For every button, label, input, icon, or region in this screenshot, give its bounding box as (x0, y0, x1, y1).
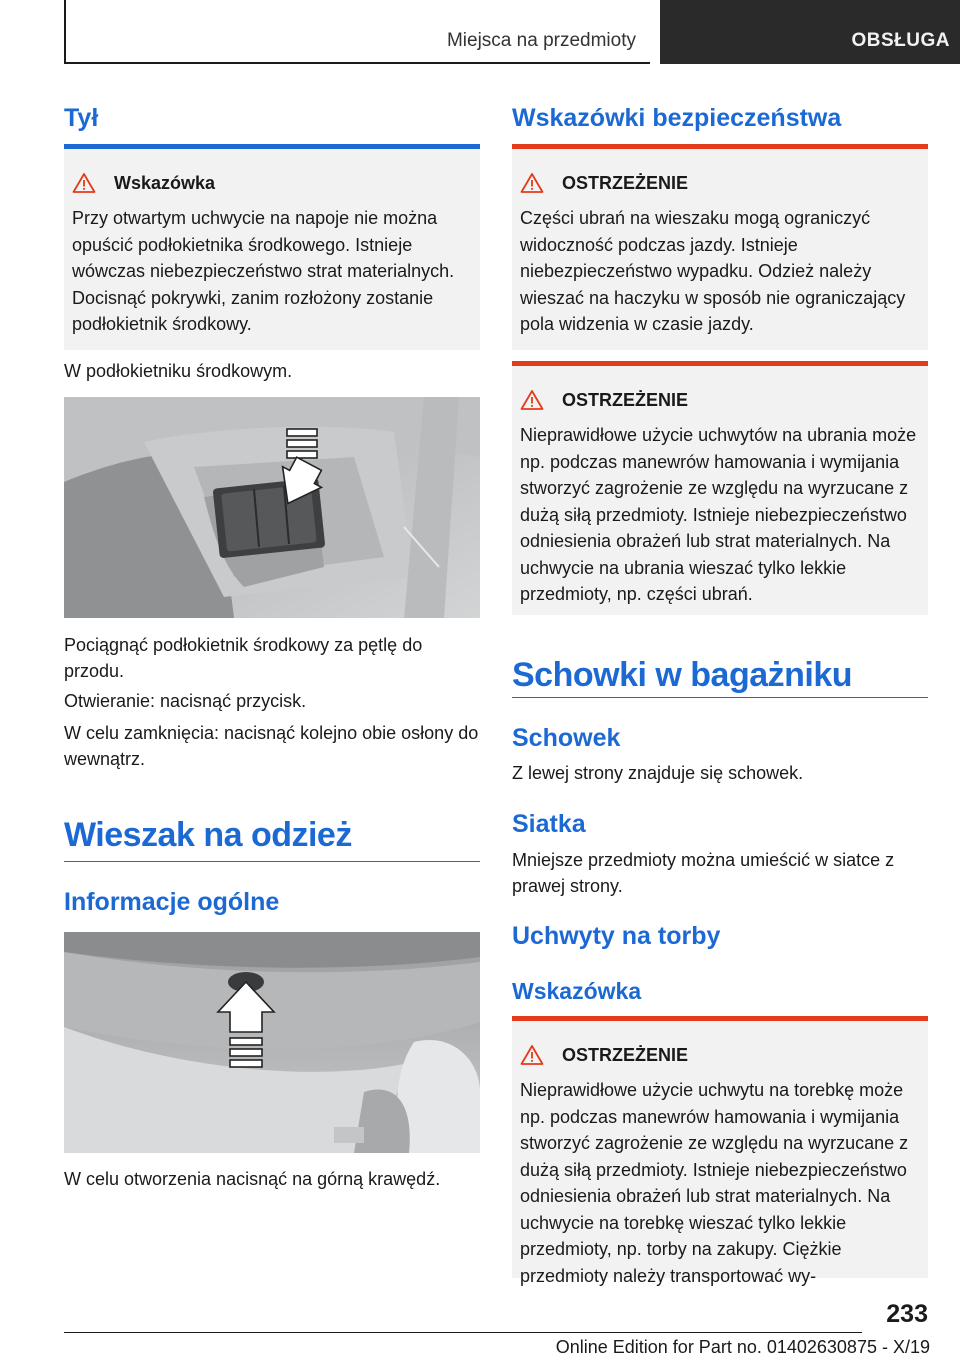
warning-box-1 (512, 144, 928, 350)
section-rule (64, 861, 480, 862)
header-section-title: Miejsca na przedmioty (446, 30, 636, 51)
paragraph-close: W celu zamknięcia: nacisnąć kolejno obie osłony do wewnątrz. (64, 723, 479, 769)
warning-title: OSTRZEŻENIE (562, 1044, 689, 1065)
subsection-title-siatka: Siatka (512, 810, 586, 838)
warning-body: Nieprawidłowe użycie uchwytu na torebkę może np. podczas manewrów hamowania i wymijania stworzyć zagrożenie ze względu na wyrzucane z dużą siłą przedmioty. Istnieje niebezpieczeństwo odniesienia obrażeń lub strat materialnych. Na uchwycie na torebkę wieszać tylko lekkie przedmioty, np. torby na zakupy. Ciężkie przedmioty należy transportować wy- (520, 1080, 909, 1286)
section-title-safety: Wskazówki bezpieczeństwa (512, 104, 842, 132)
paragraph-armrest: W podłokietniku środkowym. (64, 361, 293, 381)
note-title: Wskazówka (114, 172, 216, 193)
section-title-tyl: Tył (64, 104, 99, 132)
coat-hook-image (64, 932, 480, 1153)
subsubsection-title-note: Wskazówka (512, 978, 642, 1004)
paragraph-open-hook: W celu otworzenia nacisnąć na górną krawędź. (64, 1169, 441, 1189)
subsection-title-bag-hooks: Uchwyty na torby (512, 922, 721, 950)
subsection-title-schowek: Schowek (512, 724, 621, 752)
note-body: Przy otwartym uchwycie na napoje nie można opuścić podłokietnika środkowego. Istnieje wówczas niebezpieczeństwo strat materialnych. Docisnąć pokrywki, zanim rozłożony zostanie podłokietnik środkowy. (72, 208, 455, 334)
header-chapter-tab[interactable] (660, 0, 960, 64)
paragraph-schowek: Z lewej strony znajduje się schowek. (512, 763, 804, 783)
warning-triangle-icon (72, 172, 96, 194)
section-rule (512, 697, 928, 698)
warning-box-3 (512, 1016, 928, 1286)
subsection-title-general: Informacje ogólne (64, 888, 280, 916)
header-left-rule (64, 0, 66, 64)
warning-triangle-icon (520, 389, 544, 411)
warning-body: Nieprawidłowe użycie uchwytów na ubrania może np. podczas manewrów hamowania i wymijania stworzyć zagrożenie ze względu na wyrzucane z dużą siłą przedmioty. Istnieje niebezpieczeństwo odniesienia obrażeń lub strat materialnych. Na uchwycie na ubrania wieszać tylko lekkie przedmioty, np. części ubrań. (520, 425, 917, 604)
warning-body: Części ubrań na wieszaku mogą ograniczyć widoczność podczas jazdy. Istnieje niebezpieczeństwo wypadku. Odzież należy wieszać na haczyku w sposób nie ograniczający pola widzenia w czasie jazdy. (520, 208, 906, 334)
warning-title: OSTRZEŻENIE (562, 172, 689, 193)
footer-edition: Online Edition for Part no. 01402630875 - X/19 (555, 1337, 930, 1357)
paragraph-siatka: Mniejsze przedmioty można umieścić w siatce z prawej strony. (512, 850, 895, 896)
warning-title: OSTRZEŻENIE (562, 389, 689, 410)
page-number: 233 (886, 1300, 928, 1328)
note-box (64, 144, 480, 350)
header-bottom-rule (64, 62, 650, 64)
paragraph-pull-armrest: Pociągnąć podłokietnik środkowy za pętlę do przodu. (64, 635, 423, 681)
section-title-trunk-storage: Schowki w bagażniku (512, 656, 853, 694)
footer-rule (64, 1332, 862, 1333)
paragraph-open: Otwieranie: nacisnąć przycisk. (64, 691, 307, 711)
warning-box-2 (512, 361, 928, 615)
warning-triangle-icon (520, 1044, 544, 1066)
header-chapter-label: OBSŁUGA (851, 30, 950, 51)
armrest-cupholder-image (64, 397, 480, 618)
warning-triangle-icon (520, 172, 544, 194)
section-title-coat-hook: Wieszak na odzież (64, 816, 352, 854)
